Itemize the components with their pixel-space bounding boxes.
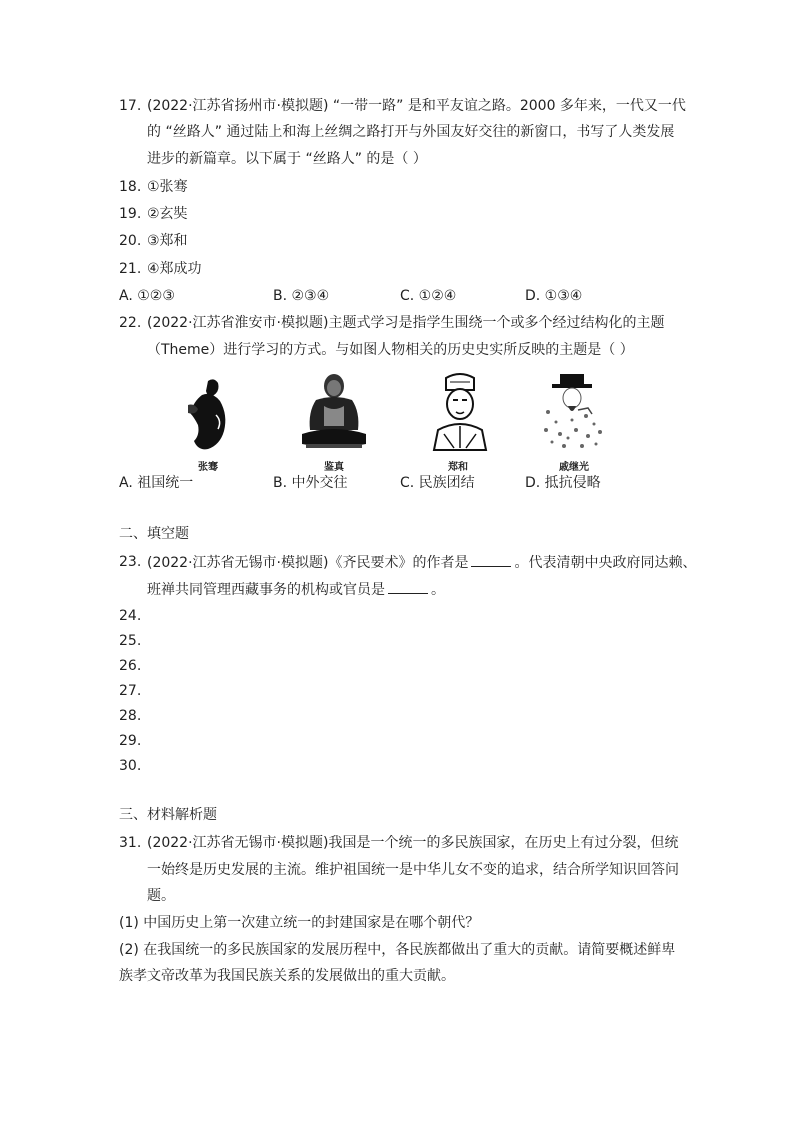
question-23-text-line1 [147, 552, 696, 573]
question-number: 22. [119, 315, 142, 331]
question-number: 24. [119, 608, 142, 624]
question-17-text-line1: (2022·江苏省扬州市·模拟题) “一带一路” 是和平友谊之路。2000 多年来，一代又一代 [147, 98, 686, 114]
qi-jiguang-figure [538, 372, 608, 454]
option-a: A. ①②③ [119, 288, 175, 304]
list-item-number: 21. [119, 261, 142, 277]
question-number: 28. [119, 708, 142, 724]
question-number: 23. [119, 554, 142, 570]
question-31-sub2-line1: (2) 在我国统一的多民族国家的发展历程中，各民族都做出了重大的贡献。请简要概述鲜卑 [119, 942, 676, 958]
option-a: A. 祖国统一 [119, 475, 194, 491]
question-23-text-line2 [147, 579, 445, 600]
question-31-text-line1: (2022·江苏省无锡市·模拟题)我国是一个统一的多民族国家，在历史上有过分裂，但统 [147, 835, 679, 851]
option-c: C. 民族团结 [400, 475, 475, 491]
list-item-number: 20. [119, 233, 142, 249]
list-item-number: 18. [119, 179, 142, 195]
list-item-text: ④郑成功 [147, 261, 202, 277]
question-17-text-line2: 的 “丝路人” 通过陆上和海上丝绸之路打开与外国友好交往的新窗口，书写了人类发展 [147, 124, 675, 140]
jian-zhen-figure [296, 372, 372, 452]
question-number: 31. [119, 835, 142, 851]
question-number: 26. [119, 658, 142, 674]
question-number: 25. [119, 633, 142, 649]
option-b: B. ②③④ [273, 288, 330, 304]
question-22-text-line1: (2022·江苏省淮安市·模拟题)主题式学习是指学生围绕一个或多个经过结构化的主题 [147, 315, 665, 331]
list-item-text: ②玄奘 [147, 206, 188, 222]
question-23-text-d: 。 [431, 582, 445, 598]
section-title: 二、填空题 [119, 526, 189, 542]
figure-caption: 张骞 [198, 462, 218, 473]
question-number: 30. [119, 758, 142, 774]
zheng-he-figure [430, 372, 490, 454]
question-31-sub1: (1) 中国历史上第一次建立统一的封建国家是在哪个朝代？ [119, 915, 480, 931]
option-b: B. 中外交往 [273, 475, 348, 491]
option-c: C. ①②④ [400, 288, 457, 304]
answer-blank [471, 552, 511, 567]
option-d: D. 抵抗侵略 [525, 475, 601, 491]
option-d: D. ①③④ [525, 288, 583, 304]
question-23-text-b: 。代表清朝中央政府同达赖、 [514, 555, 697, 571]
figure-caption: 郑和 [448, 462, 468, 473]
figure-caption: 戚继光 [559, 462, 589, 473]
question-23-text-a: (2022·江苏省无锡市·模拟题)《齐民要术》的作者是 [147, 555, 469, 571]
list-item-number: 19. [119, 206, 142, 222]
question-22-text-line2: （Theme）进行学习的方式。与如图人物相关的历史史实所反映的主题是（ ） [147, 342, 634, 358]
zhang-qian-figure [180, 375, 240, 455]
figure-caption: 鉴真 [324, 462, 344, 473]
question-number: 17. [119, 98, 142, 114]
list-item-text: ①张骞 [147, 179, 188, 195]
question-17-text-line3: 进步的新篇章。以下属于 “丝路人” 的是（ ） [147, 151, 427, 167]
question-number: 27. [119, 683, 142, 699]
question-31-text-line2: 一始终是历史发展的主流。维护祖国统一是中华儿女不变的追求，结合所学知识回答问 [147, 862, 679, 878]
question-31-sub2-line2: 族孝文帝改革为我国民族关系的发展做出的重大贡献。 [119, 968, 455, 984]
question-31-text-line3: 题。 [147, 888, 175, 904]
answer-blank [388, 579, 428, 594]
question-number: 29. [119, 733, 142, 749]
section-title: 三、材料解析题 [119, 807, 217, 823]
question-23-text-c: 班禅共同管理西藏事务的机构或官员是 [147, 582, 385, 598]
list-item-text: ③郑和 [147, 233, 188, 249]
